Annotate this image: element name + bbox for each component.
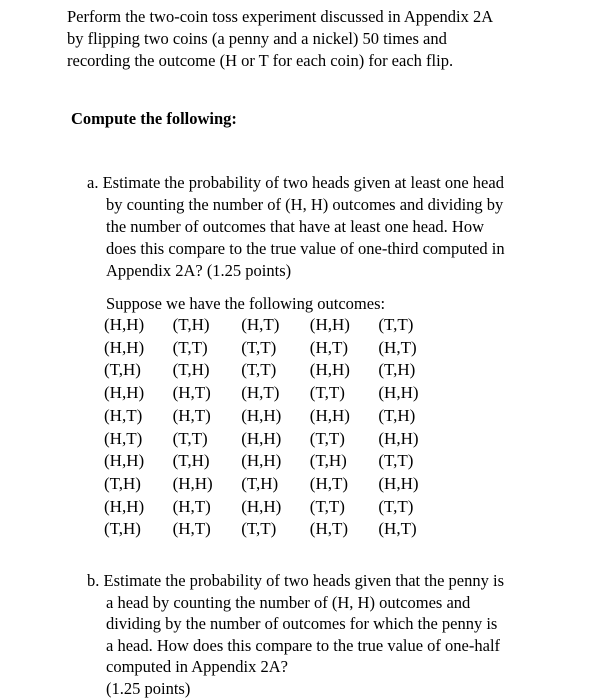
outcome-row (104, 450, 447, 473)
outcome-pair: (H,H) (378, 473, 419, 493)
intro-paragraph (67, 6, 587, 72)
outcome-pair: (H,T) (104, 428, 143, 448)
outcome-pair: (T,T) (378, 315, 414, 334)
outcome-pair: (H,T) (104, 405, 143, 425)
outcome-pair: (H,T) (309, 473, 349, 493)
outcome-pair: (T,T) (241, 360, 277, 380)
question-b-line: computed in Appendix 2A? (106, 657, 288, 676)
outcome-pair: (H,T) (172, 496, 211, 516)
outcome-pair: (H,H) (309, 315, 350, 334)
outcome-pair: (T,H) (104, 519, 141, 539)
question-a-line: does this compare to the true value of one-third computed in (106, 239, 505, 258)
outcome-row (104, 496, 447, 519)
outcome-pair: (H,H) (241, 405, 282, 425)
outcome-pair: (T,T) (309, 383, 345, 403)
outcome-pair: (T,H) (309, 451, 347, 471)
question-b-line: a head by counting the number of (H, H) outcomes and (106, 592, 471, 612)
intro-line: by flipping two coins (a penny and a nickel) 50 times and (67, 29, 447, 48)
outcome-pair: (H,H) (241, 496, 282, 516)
outcome-pair: (T,H) (104, 360, 141, 380)
outcome-pair: (H,T) (172, 383, 211, 403)
outcome-pair: (H,H) (104, 337, 145, 357)
outcome-pair: (H,T) (172, 405, 211, 425)
outcome-pair: (H,H) (378, 428, 419, 448)
outcome-pair: (H,T) (241, 383, 280, 403)
intro-line: Perform the two-coin toss experiment discussed in Appendix 2A (67, 7, 494, 26)
outcome-row (104, 337, 447, 360)
question-a-line: the number of outcomes that have at least one head. How (106, 217, 485, 236)
outcome-row (104, 473, 447, 496)
outcome-pair: (H,T) (241, 315, 280, 334)
outcome-pair: (H,T) (172, 519, 211, 539)
intro-line: recording the outcome (H or T for each coin) for each flip. (67, 51, 454, 70)
outcome-pair: (H,H) (378, 383, 419, 403)
outcome-pair: (T,T) (241, 337, 277, 357)
outcome-pair: (T,T) (172, 337, 208, 357)
question-b-line: dividing by the number of outcomes for which the penny is (106, 614, 498, 633)
outcome-row (104, 405, 447, 428)
outcome-row (104, 518, 447, 541)
outcome-pair: (T,T) (172, 428, 208, 448)
outcomes-grid (104, 314, 447, 541)
outcome-pair: (T,T) (309, 428, 345, 448)
outcome-pair: (T,H) (378, 360, 416, 380)
outcome-pair: (T,T) (378, 451, 414, 471)
outcome-pair: (H,T) (378, 337, 417, 357)
outcome-pair: (T,H) (378, 405, 416, 425)
question-b-line: (1.25 points) (106, 678, 191, 698)
outcome-row (104, 314, 447, 337)
outcome-pair: (T,H) (104, 473, 141, 493)
outcome-pair: (H,H) (104, 496, 145, 516)
question-b-line: a head. How does this compare to the true value of one-half (106, 635, 501, 655)
outcome-pair: (H,H) (104, 383, 145, 403)
outcome-pair: (H,H) (104, 315, 145, 334)
question-b-line: b. Estimate the probability of two heads given that the penny is (87, 571, 504, 590)
question-b (87, 570, 587, 699)
question-a-line: a. Estimate the probability of two heads given at least one head (87, 173, 504, 192)
outcome-pair: (T,T) (309, 496, 345, 516)
question-a (87, 172, 587, 282)
outcome-pair: (H,H) (309, 360, 350, 380)
outcome-pair: (H,T) (309, 519, 349, 539)
outcomes-intro: Suppose we have the following outcomes: (106, 294, 386, 313)
outcome-pair: (H,H) (309, 405, 350, 425)
outcome-row (104, 382, 447, 405)
outcome-pair: (T,T) (378, 496, 414, 516)
outcome-row (104, 428, 447, 451)
outcome-pair: (T,H) (172, 451, 210, 471)
outcome-pair: (H,T) (309, 337, 349, 357)
outcome-pair: (T,H) (172, 315, 210, 334)
outcome-pair: (H,T) (378, 519, 417, 539)
outcome-pair: (H,H) (241, 428, 282, 448)
outcome-pair: (T,H) (172, 360, 210, 380)
outcome-pair: (H,H) (104, 451, 145, 471)
question-a-line: Appendix 2A? (1.25 points) (106, 261, 292, 280)
outcome-pair: (H,H) (172, 473, 213, 493)
question-a-line: by counting the number of (H, H) outcomes and dividing by (106, 195, 504, 214)
outcome-pair: (T,T) (241, 519, 277, 539)
outcome-pair: (H,H) (241, 451, 282, 471)
outcome-row (104, 359, 447, 382)
section-heading: Compute the following: (71, 109, 237, 128)
outcome-pair: (T,H) (241, 473, 279, 493)
